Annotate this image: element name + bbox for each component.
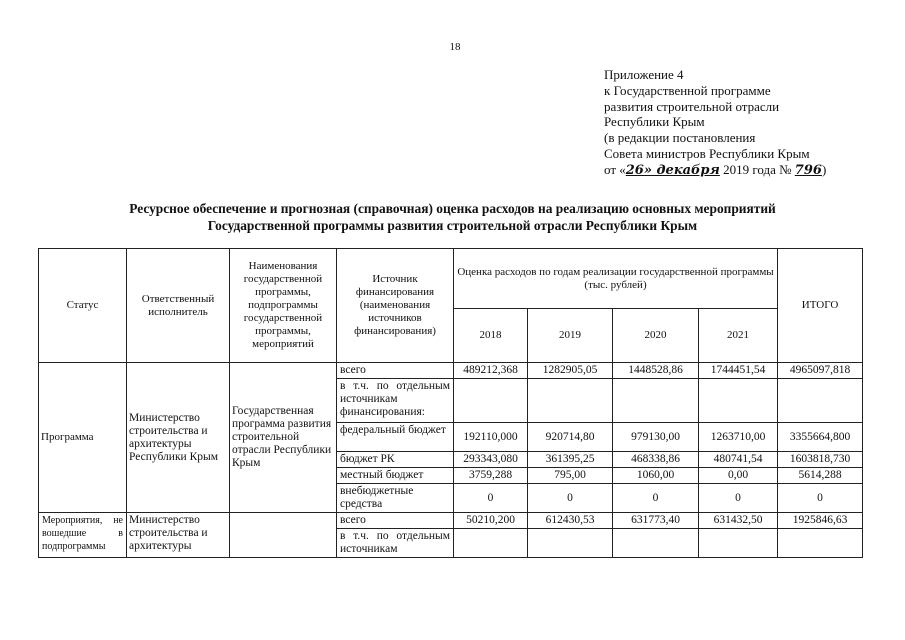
header-total: ИТОГО [778, 249, 863, 363]
value-total [778, 379, 863, 423]
value-total [778, 529, 863, 558]
source-cell: в т.ч. по отдельным источникам [337, 529, 454, 558]
value-2021: 0,00 [699, 468, 778, 484]
value-2021: 1263710,00 [699, 423, 778, 452]
value-2018: 192110,000 [454, 423, 528, 452]
value-2019: 1282905,05 [528, 363, 613, 379]
value-2018 [454, 379, 528, 423]
value-2021: 480741,54 [699, 452, 778, 468]
handwritten-number: 796 [794, 162, 822, 178]
value-2020: 1448528,86 [613, 363, 699, 379]
value-2019: 920714,80 [528, 423, 613, 452]
header-year-2021: 2021 [699, 309, 778, 363]
value-2019 [528, 379, 613, 423]
value-2021: 0 [699, 484, 778, 513]
header-year-2020: 2020 [613, 309, 699, 363]
appendix-line-4: Республики Крым [604, 114, 705, 130]
value-total: 3355664,800 [778, 423, 863, 452]
source-cell: федеральный бюджет [337, 423, 454, 452]
value-total: 0 [778, 484, 863, 513]
header-names: Наименования государственной программы, подпрограммы государственной программы, мероприятий [230, 249, 337, 363]
appendix-line-3: развития строительной отрасли [604, 98, 780, 114]
value-2019: 0 [528, 484, 613, 513]
appendix-line-6: Совета министров Республики Крым [604, 145, 810, 161]
header-estimate: Оценка расходов по годам реализации государственной программы (тыс. рублей) [454, 249, 778, 309]
header-status: Статус [39, 249, 127, 363]
value-2018: 489212,368 [454, 363, 528, 379]
value-2020: 0 [613, 484, 699, 513]
value-2018: 50210,200 [454, 513, 528, 529]
expenditure-table [38, 248, 863, 558]
value-2020: 468338,86 [613, 452, 699, 468]
header-source: Источник финансирования (наименования источников финансирования) [337, 249, 454, 363]
value-2020 [613, 529, 699, 558]
value-total: 1925846,63 [778, 513, 863, 529]
header-year-2019: 2019 [528, 309, 613, 363]
source-cell: местный бюджет [337, 468, 454, 484]
value-2020: 631773,40 [613, 513, 699, 529]
value-2020: 979130,00 [613, 423, 699, 452]
program-status: Программа [39, 363, 127, 513]
date-suffix: 2019 года № [723, 161, 792, 177]
handwritten-date: 26» декабря [625, 162, 720, 178]
value-2021 [699, 379, 778, 423]
source-cell: всего [337, 363, 454, 379]
value-2019: 361395,25 [528, 452, 613, 468]
measures-name [230, 513, 337, 558]
appendix-line-5: (в редакции постановления [604, 130, 756, 146]
value-2020 [613, 379, 699, 423]
title-line-2: Государственной программы развития строительной отрасли Республики Крым [207, 218, 698, 233]
value-total: 5614,288 [778, 468, 863, 484]
source-cell: в т.ч. по отдельным источникам финансирования: [337, 379, 454, 423]
program-executor: Министерство строительства и архитектуры Республики Крым [127, 363, 230, 513]
header-executor: Ответственный исполнитель [127, 249, 230, 363]
value-2021: 631432,50 [699, 513, 778, 529]
value-2019: 795,00 [528, 468, 613, 484]
program-name: Государственная программа развития строительной отрасли Республики Крым [230, 363, 337, 513]
appendix-line-1: Приложение 4 [604, 67, 684, 82]
page-number: 18 [449, 41, 461, 53]
value-2021 [699, 529, 778, 558]
appendix-block [604, 67, 826, 179]
value-2019 [528, 529, 613, 558]
source-cell: всего [337, 513, 454, 529]
source-cell: внебюджетные средства [337, 484, 454, 513]
document-title [0, 200, 905, 234]
measures-status: Мероприятия, не вошедшие в подпрограммы [39, 513, 127, 558]
value-2019: 612430,53 [528, 513, 613, 529]
value-2020: 1060,00 [613, 468, 699, 484]
value-total: 1603818,730 [778, 452, 863, 468]
title-line-1: Ресурсное обеспечение и прогнозная (справочная) оценка расходов на реализацию основных мероприятий [129, 201, 776, 216]
appendix-date-line: от «26» декабря 2019 года № 796) [604, 161, 827, 178]
appendix-line-2: к Государственной программе [604, 82, 771, 98]
table-row [39, 513, 863, 529]
header-year-2018: 2018 [454, 309, 528, 363]
value-2021: 1744451,54 [699, 363, 778, 379]
value-2018: 293343,080 [454, 452, 528, 468]
value-2018: 0 [454, 484, 528, 513]
value-2018 [454, 529, 528, 558]
value-total: 4965097,818 [778, 363, 863, 379]
date-prefix: от « [604, 161, 626, 177]
table-row [39, 363, 863, 379]
source-cell: бюджет РК [337, 452, 454, 468]
value-2018: 3759,288 [454, 468, 528, 484]
measures-executor: Министерство строительства и архитектуры [127, 513, 230, 558]
